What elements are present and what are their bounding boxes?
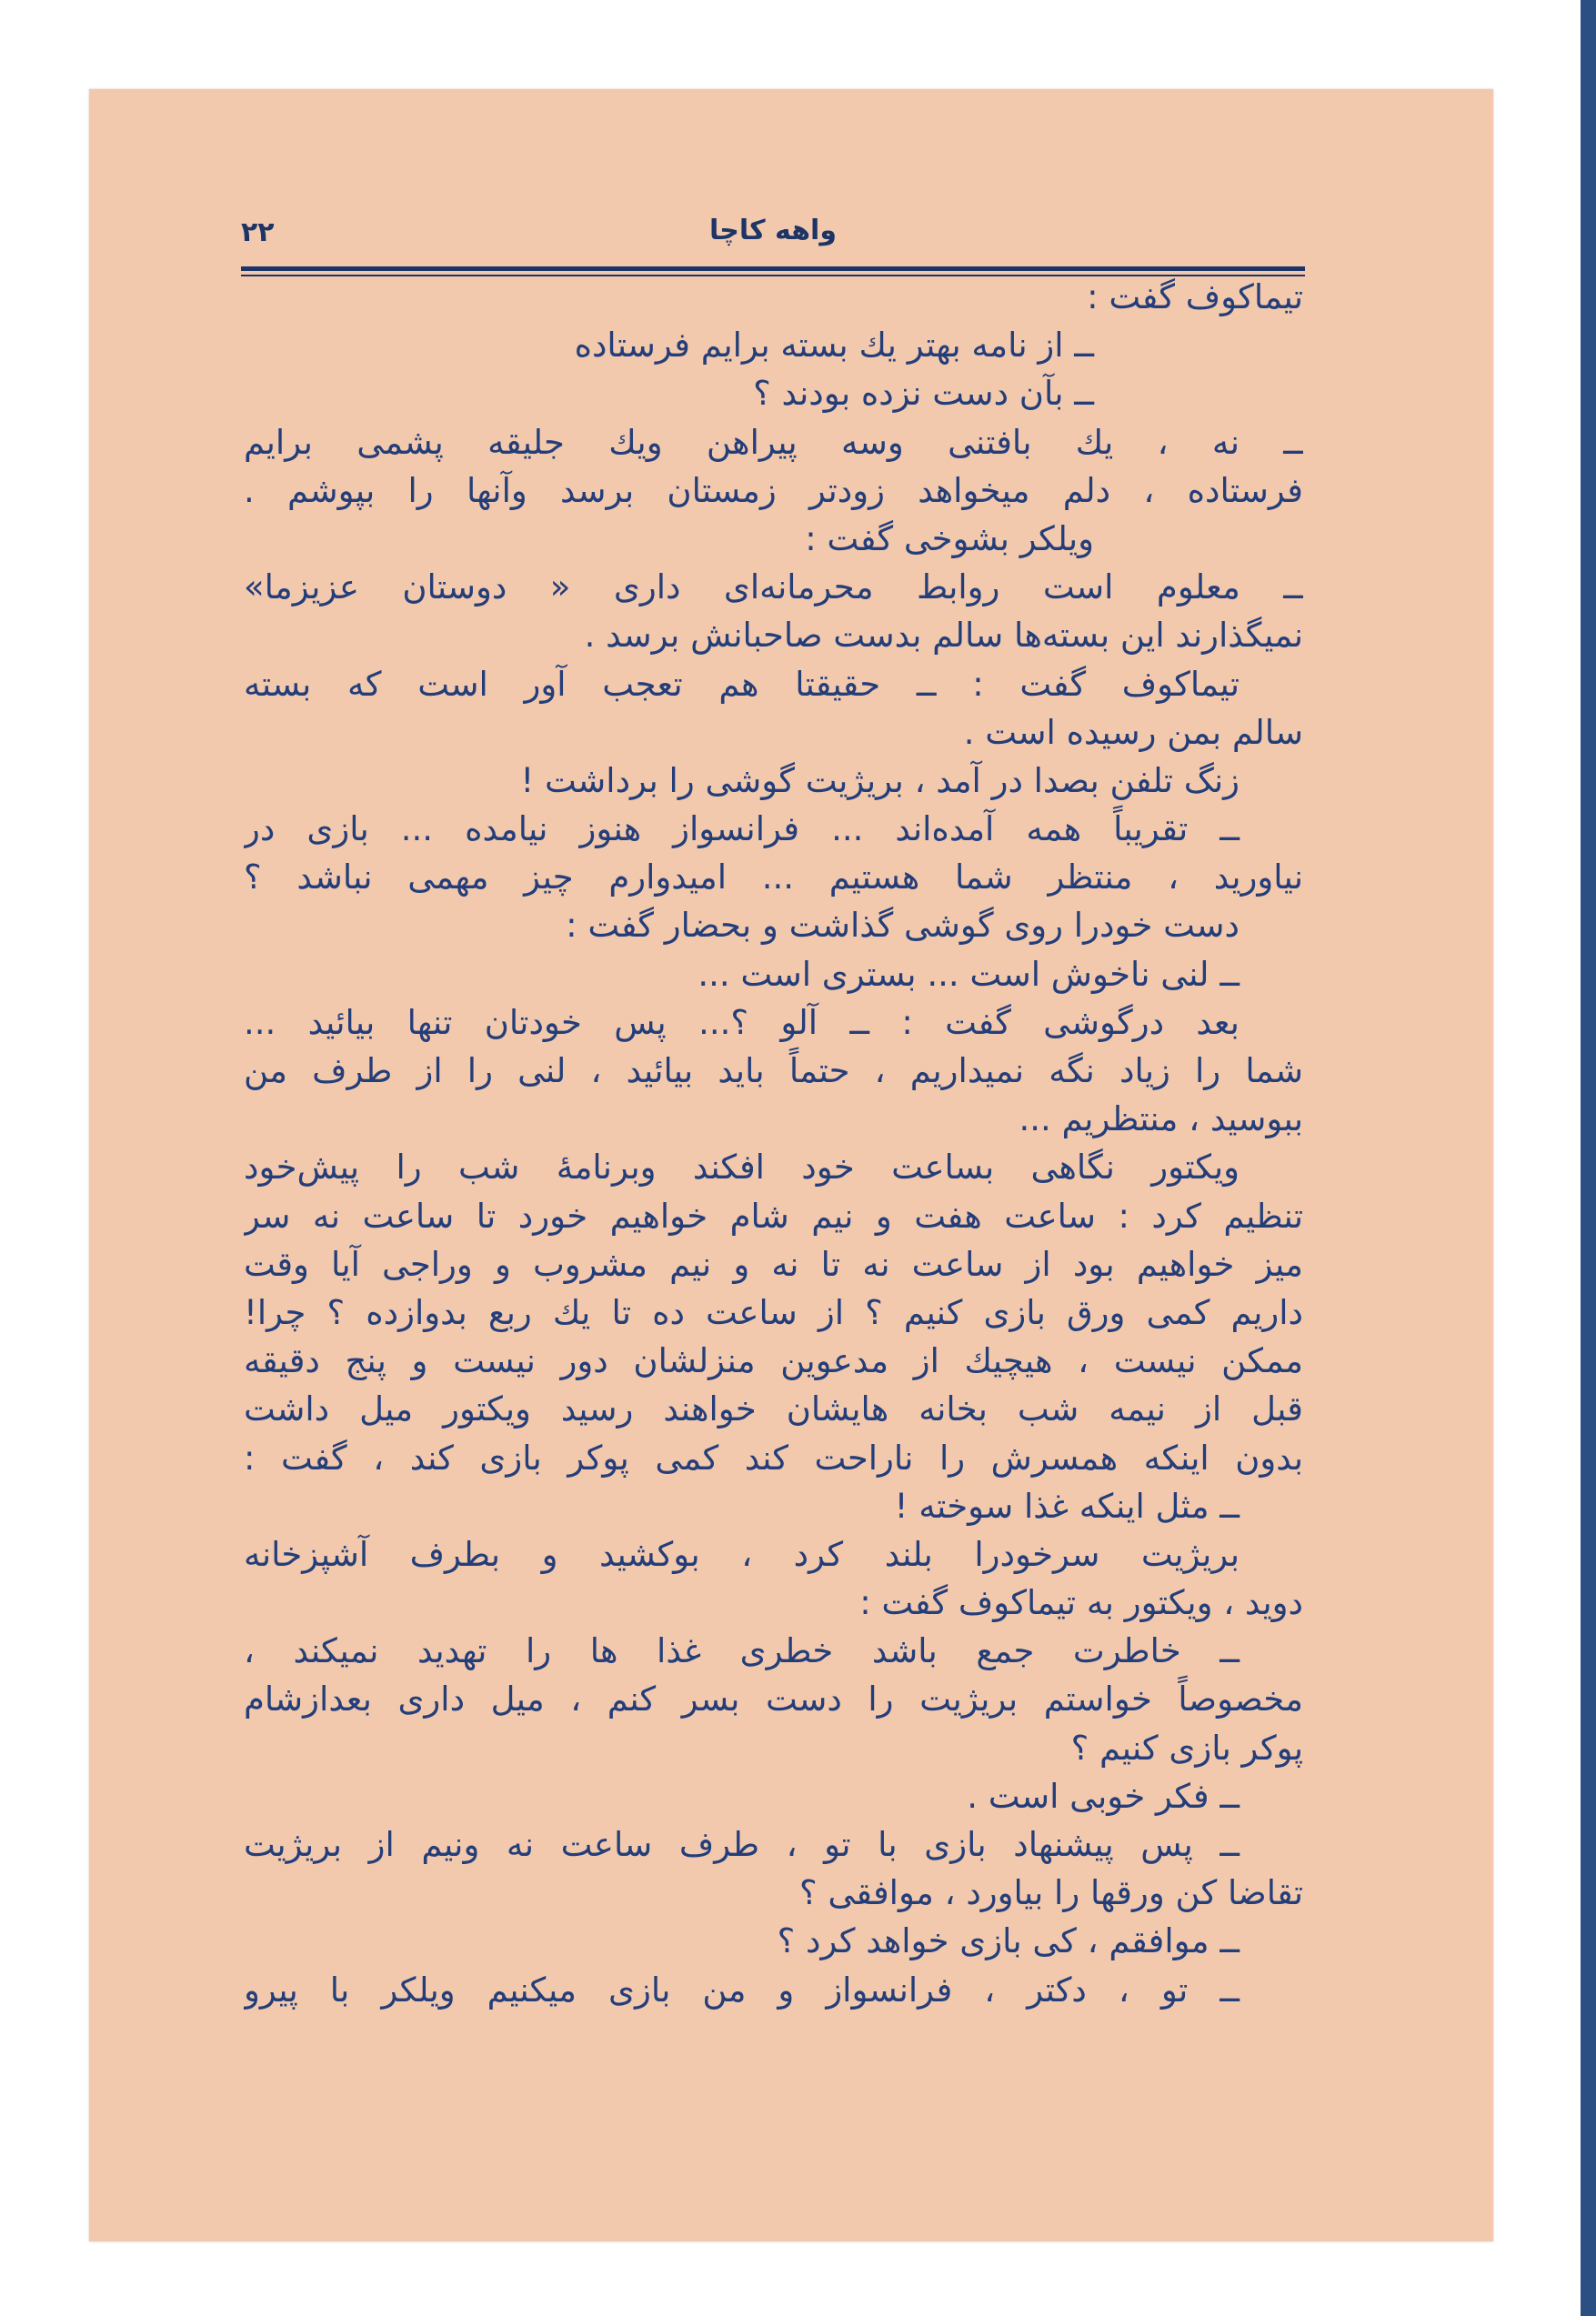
text-line: ــ پس پیشنهاد بازی با تو ، طرف ساعت نه ونیم از بریژیت	[244, 1825, 1240, 1864]
text-line: پوکر بازی کنیم ؟	[1070, 1728, 1303, 1768]
text-line: قبل از نیمه شب بخانه هایشان خواهند رسید ویکتور میل داشت	[244, 1389, 1303, 1429]
text-line: مخصوصاً خواستم بریژیت را دست بسر کنم ، میل داری بعدازشام	[244, 1679, 1303, 1719]
text-line: ــ تقریباً همه آمده‌اند ... فرانسواز هنوز نیامده ... بازی در	[244, 809, 1240, 849]
text-line: ــ فکر خوبی است .	[967, 1776, 1240, 1816]
text-line: نمیگذارند این بسته‌ها سالم بدست صاحبانش برسد .	[584, 616, 1303, 656]
text-line: ــ بآن دست نزده بودند ؟	[753, 374, 1094, 414]
text-line: ــ نه ، یك بافتنی وسه پیراهن ویك جلیقه پشمی برایم	[244, 422, 1303, 462]
text-line: دوید ، ویکتور به تیماکوف گفت :	[859, 1583, 1303, 1623]
text-line: بدون اینکه همسرش را ناراحت کند کمی پوکر بازی کند ، گفت :	[244, 1438, 1303, 1478]
text-line: ممکن نیست ، هیچیك از مدعوین منزلشان دور نیست و پنج دقیقه	[244, 1341, 1303, 1381]
text-line: ــ تو ، دکتر ، فرانسواز و من بازی میکنیم ویلکر با پیرو	[244, 1970, 1240, 2010]
text-line: تیماکوف گفت : ــ حقیقتا هم تعجب آور است که بسته	[244, 664, 1240, 704]
text-line: نیاورید ، منتظر شما هستیم ... امیدوارم چیز مهمی نباشد ؟	[244, 857, 1303, 897]
text-line: تقاضا کن ورقها را بیاورد ، موافقی ؟	[799, 1873, 1303, 1913]
body-text	[244, 273, 1303, 2014]
text-line: زنگ تلفن بصدا در آمد ، بریژیت گوشی را برداشت !	[520, 760, 1240, 800]
text-line: ــ معلوم است روابط محرمانه‌ای داری « دوستان عزیزما»	[244, 567, 1303, 607]
page-header	[241, 211, 1305, 266]
text-line: ــ خاطرت جمع باشد خطری غذا ها را تهدید نمیکند ،	[244, 1631, 1240, 1671]
text-line: ــ لنی ناخوش است ... بستری است ...	[698, 954, 1240, 994]
text-line: ویکتور نگاهی بساعت خود افکند وبرنامهٔ شب را پیش‌خود	[244, 1148, 1240, 1188]
text-line: ببوسید ، منتظریم ...	[1019, 1099, 1303, 1139]
text-line: میز خواهیم بود از ساعت نه تا نه و نیم مشروب و وراجی آیا وقت	[244, 1244, 1303, 1284]
text-line: داریم کمی ورق بازی کنیم ؟ از ساعت ده تا یك ربع بدوازده ؟ چرا!	[244, 1292, 1303, 1332]
text-line: بریژیت سرخودرا بلند کرد ، بوکشید و بطرف آشپزخانه	[244, 1534, 1240, 1574]
text-line: دست خودرا روی گوشی گذاشت و بحضار گفت :	[566, 906, 1240, 946]
text-line: بعد درگوشی گفت : ــ آلو ؟... پس خودتان تنها بیائید ...	[244, 1002, 1240, 1042]
text-line: ویلکر بشوخی گفت :	[805, 518, 1094, 558]
text-line: تنظیم کرد : ساعت هفت و نیم شام خواهیم خورد تا ساعت نه سر	[244, 1196, 1303, 1236]
text-line: سالم بمن رسیده است .	[963, 712, 1303, 752]
page-number: ۲۲	[241, 216, 275, 248]
background-edge	[1581, 0, 1596, 2316]
header-rule-thick	[241, 266, 1305, 271]
text-line: تیماکوف گفت :	[1087, 277, 1303, 316]
text-line: ــ مثل اینکه غذا سوخته !	[894, 1486, 1240, 1526]
text-line: شما را زیاد نگه نمیداریم ، حتماً باید بیائید ، لنی را از طرف من	[244, 1051, 1303, 1090]
text-line: ــ از نامه بهتر یك بسته برایم فرستاده	[574, 326, 1094, 366]
text-line: ــ موافقم ، کی بازی خواهد کرد ؟	[777, 1921, 1240, 1961]
text-line: فرستاده ، دلم میخواهد زودتر زمستان برسد وآنها را بپوشم .	[244, 470, 1303, 510]
running-head: واهه کاچا	[709, 215, 837, 246]
